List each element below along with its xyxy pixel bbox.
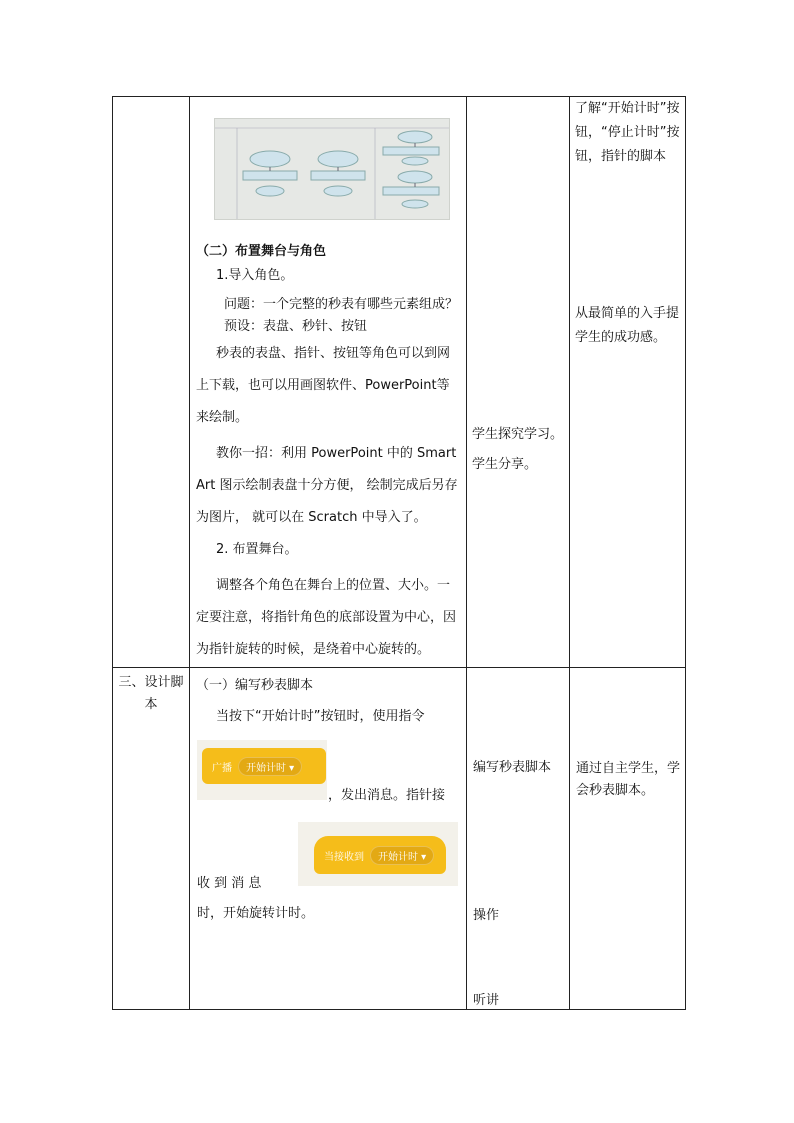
- col-line-2: [466, 96, 467, 1010]
- receive-block: [314, 836, 446, 874]
- phase-label: 三、设计脚本: [118, 675, 184, 712]
- stage-section-title: （二）布置舞台与角色: [196, 244, 327, 259]
- table-border-bottom: [112, 1009, 686, 1010]
- receive-dropdown-value: 开始计时: [378, 851, 418, 863]
- receive-block-label: 当接收到: [324, 851, 364, 863]
- step-import-roles: 1.导入角色。: [216, 268, 294, 283]
- stage-paragraph: 调整各个角色在舞台上的位置、大小。一定要注意，将指针角色的底部设置为中心，因为指针旋转的时候，是绕着中心旋转的。: [196, 578, 457, 657]
- script-after-block1: ，发出消息。指针接: [328, 788, 446, 803]
- col-line-1: [189, 96, 190, 1010]
- flowchart-photo: [214, 118, 450, 220]
- student-activity-1: 编写秒表脚本: [473, 760, 552, 775]
- tip-paragraph: 教你一招：利用 PowerPoint 中的 Smart Art 图示绘制表盘十分方便， 绘制完成后另存为图片， 就可以在 Scratch 中导入了。: [196, 446, 458, 525]
- broadcast-block: [202, 748, 326, 784]
- col-line-3: [569, 96, 570, 1010]
- row1-intent-1: 了解“开始计时”按钮，“停止计时”按钮，指针的脚本: [575, 101, 680, 164]
- script-paragraph-2: 时，开始旋转计时。: [197, 906, 315, 921]
- preset-text: 预设：表盘、秒针、按钮: [224, 319, 368, 334]
- broadcast-dropdown-value: 开始计时: [246, 762, 286, 774]
- receive-dropdown: 开始计时 ▾: [370, 846, 434, 865]
- broadcast-dropdown: 开始计时 ▾: [238, 757, 302, 776]
- step-stage: 2. 布置舞台。: [216, 542, 298, 557]
- roles-paragraph: 秒表的表盘、指针、按钮等角色可以到网上下载，也可以用画图软件、PowerPoint等来绘制。: [196, 346, 451, 425]
- row1-intent-2: 从最简单的入手提学生的成功感。: [575, 306, 680, 345]
- student-activity-3: 听讲: [473, 993, 500, 1008]
- col-line-0: [112, 96, 113, 1010]
- question-text: 问题：一个完整的秒表有哪些元素组成？: [224, 297, 459, 312]
- script-paragraph-1: 当按下“开始计时”按钮时，使用指令: [216, 709, 425, 724]
- row2-intent: 通过自主学生，学会秒表脚本。: [576, 761, 681, 798]
- script-section-title: （一）编写秒表脚本: [196, 678, 314, 693]
- broadcast-block-label: 广播: [212, 762, 232, 774]
- row-divider: [112, 667, 686, 668]
- receive-word: 收 到 消 息: [197, 876, 262, 891]
- col-line-4: [685, 96, 686, 1010]
- row1-content: [196, 240, 462, 666]
- student-activity-2: 操作: [473, 908, 500, 923]
- row1-student-activity: 学生探究学习。学生分享。: [472, 427, 564, 472]
